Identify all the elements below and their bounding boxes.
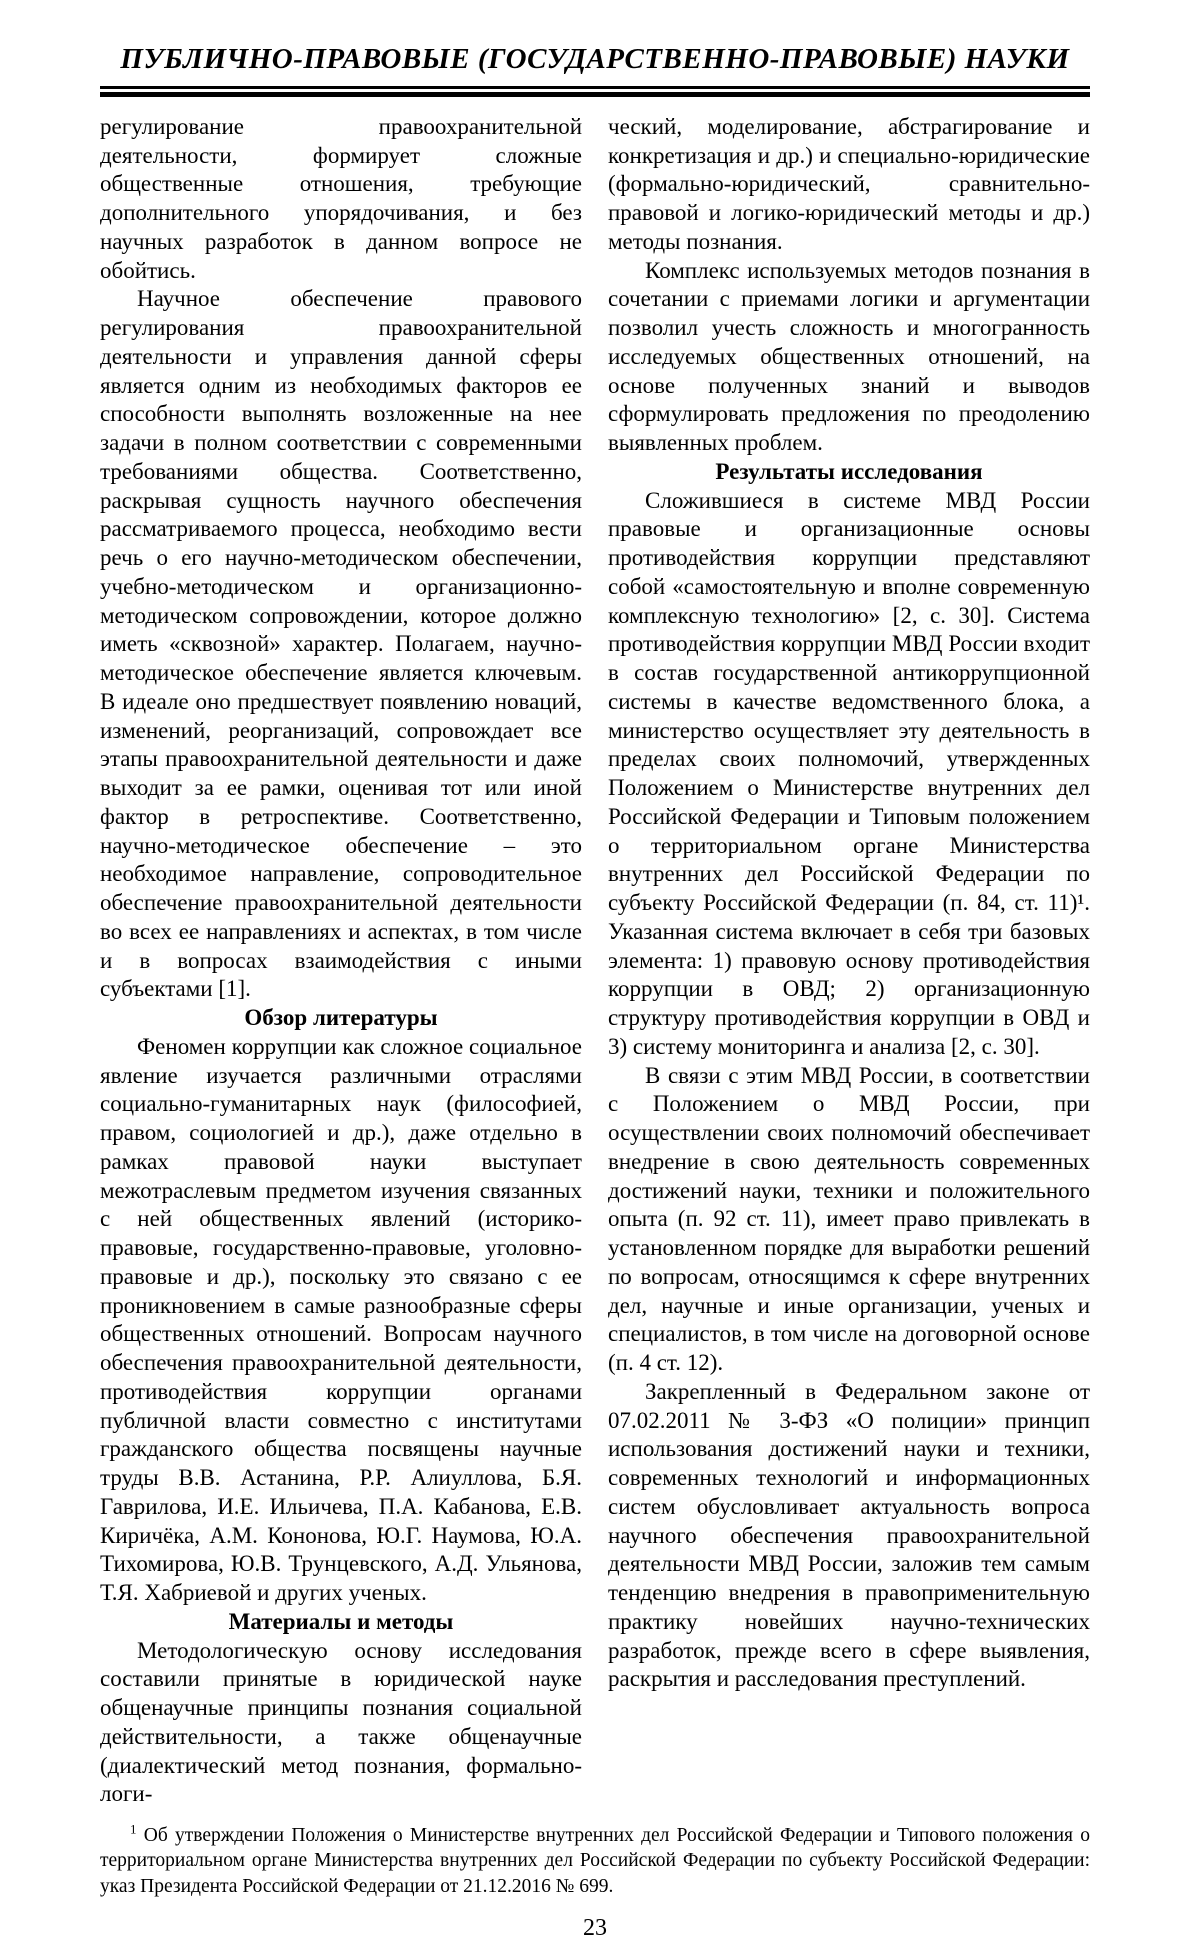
paragraph: Сложившиеся в системе МВД России правовые и организационные основы противодействия коррупции представляют собой «самостоятельную и вполне современную комплексную технологию» [2, с. 30]. Система противодействия коррупции МВД России входит в состав государственной антикоррупционной системы в качестве ведомственного блока, а министерство осуществляет эту деятельность в пределах своих полномочий, утвержденных Положением о Министерстве внутренних дел Российской Федерации и Типовым положением о территориальном органе Министерства внутренних дел Российской Федерации по субъекту Российской Федерации (п. 84, ст. 11)¹. Указанная система включает в себя три базовых элемента: 1) правовую основу противодействия коррупции в ОВД; 2) организационную структуру противодействия коррупции в ОВД и 3) систему мониторинга и анализа [2, с. 30]. bbox=[608, 487, 1090, 1059]
footnote bbox=[100, 1823, 1090, 1899]
running-head bbox=[100, 44, 1090, 97]
page-number: 23 bbox=[583, 1915, 607, 1942]
paragraph: Научное обеспечение правового регулирования правоохранительной деятельности и управления данной сферы является одним из необходимых факторов ее способности выполнять возложенные на нее задачи в полном соответствии с современными требованиями общества. Соответственно, раскрывая сущность научного обеспечения рассматриваемого процесса, необходимо вести речь о его научно-методическом обеспечении, учебно-методическом и организационно-методическом сопровождении, которое должно иметь «сквозной» характер. Полагаем, научно-методическое обеспечение является ключевым. В идеале оно предшествует появлению новаций, изменений, реорганизаций, сопровождает все этапы правоохранительной деятельности и даже выходит за ее рамки, оценивая тот или иной фактор в ретроспективе. Соответственно, научно-методическое обеспечение – это необходимое направление, сопроводительное обеспечение правоохранительной деятельности во всех ее направлениях и аспектах, в том числе и в вопросах взаимодействия с иными субъектами [1]. bbox=[100, 286, 582, 1002]
page-title: ПУБЛИЧНО-ПРАВОВЫЕ (ГОСУДАРСТВЕННО-ПРАВОВЫЕ) НАУКИ bbox=[120, 43, 1070, 75]
paragraph: В связи с этим МВД России, в соответствии с Положением о МВД России, при осуществлении своих полномочий обеспечивает внедрение в свою деятельность современных достижений науки, техники и положительного опыта (п. 92 ст. 11), имеет право привлекать в установленном порядке для выработки решений по вопросам, относящимся к сфере внутренних дел, научные и иные организации, ученых и специалистов, в том числе на договорной основе (п. 4 ст. 12). bbox=[608, 1062, 1090, 1376]
header-rule-divider bbox=[100, 86, 1090, 97]
footnote-text: Об утверждении Положения о Министерстве внутренних дел Российской Федерации и Типового положения о территориальном органе Министерства внутренних дел Российской Федерации по субъекту Российской Федерации: указ Президента Российской Федерации от 21.12.2016 № 699. bbox=[100, 1825, 1090, 1897]
paragraph: Феномен коррупции как сложное социальное явление изучается различными отраслями социально-гуманитарных наук (философией, правом, социологией и др.), даже отдельно в рамках правовой науки выступает межотраслевым предметом изучения связанных с ней общественных явлений (историко-правовые, государственно-правовые, уголовно-правовые и др.), поскольку это связано с ее проникновением в самые разнообразные сферы общественных отношений. Вопросам научного обеспечения правоохранительной деятельности, противодействия коррупции органами публичной власти совместно с институтами гражданского общества посвящены научные труды В.В. Астанина, Р.Р. Алиуллова, Б.Я. Гаврилова, И.Е. Ильичева, П.А. Кабанова, Е.В. Киричёка, А.М. Кононова, Ю.Г. Наумова, Ю.А. Тихомирова, Ю.В. Трунцевского, А.Д. Ульянова, Т.Я. Хабриевой и других ученых. bbox=[100, 1033, 582, 1606]
two-column-body bbox=[100, 113, 1090, 1809]
section-heading-materials-methods: Материалы и методы bbox=[228, 1608, 454, 1634]
right-column bbox=[608, 113, 1090, 1809]
paragraph: Комплекс используемых методов познания в сочетании с приемами логики и аргументации позволил учесть сложность и многогранность исследуемых общественных отношений, на основе полученных знаний и выводов сформулировать предложения по преодолению выявленных проблем. bbox=[608, 257, 1090, 456]
section-heading-literature-review: Обзор литературы bbox=[244, 1005, 438, 1031]
left-column bbox=[100, 113, 582, 1809]
paragraph: регулирование правоохранительной деятельности, формирует сложные общественные отношения, требующие дополнительного упорядочивания, и без научных разработок в данном вопросе не обойтись. bbox=[100, 113, 582, 283]
paragraph: Методологическую основу исследования составили принятые в юридической науке общенаучные принципы познания социальной действительности, а также общенаучные (диалектический метод познания, формально-логи- bbox=[100, 1637, 582, 1807]
footnote-entry bbox=[100, 1823, 1090, 1899]
paragraph: ческий, моделирование, абстрагирование и конкретизация и др.) и специально-юридические (формально-юридический, сравнительно-правовой и логико-юридический методы и др.) методы познания. bbox=[608, 113, 1090, 254]
section-heading-results: Результаты исследования bbox=[715, 458, 983, 484]
paragraph: Закрепленный в Федеральном законе от 07.02.2011 № 3-ФЗ «О полиции» принцип использования достижений науки и техники, современных технологий и информационных систем обусловливает актуальность вопроса научного обеспечения правоохранительной деятельности МВД России, заложив тем самым тенденцию внедрения в правоприменительную практику новейших научно-технических разработок, прежде всего в сфере выявления, раскрытия и расследования преступлений. bbox=[608, 1378, 1090, 1692]
footnote-marker: 1 bbox=[130, 1821, 137, 1837]
